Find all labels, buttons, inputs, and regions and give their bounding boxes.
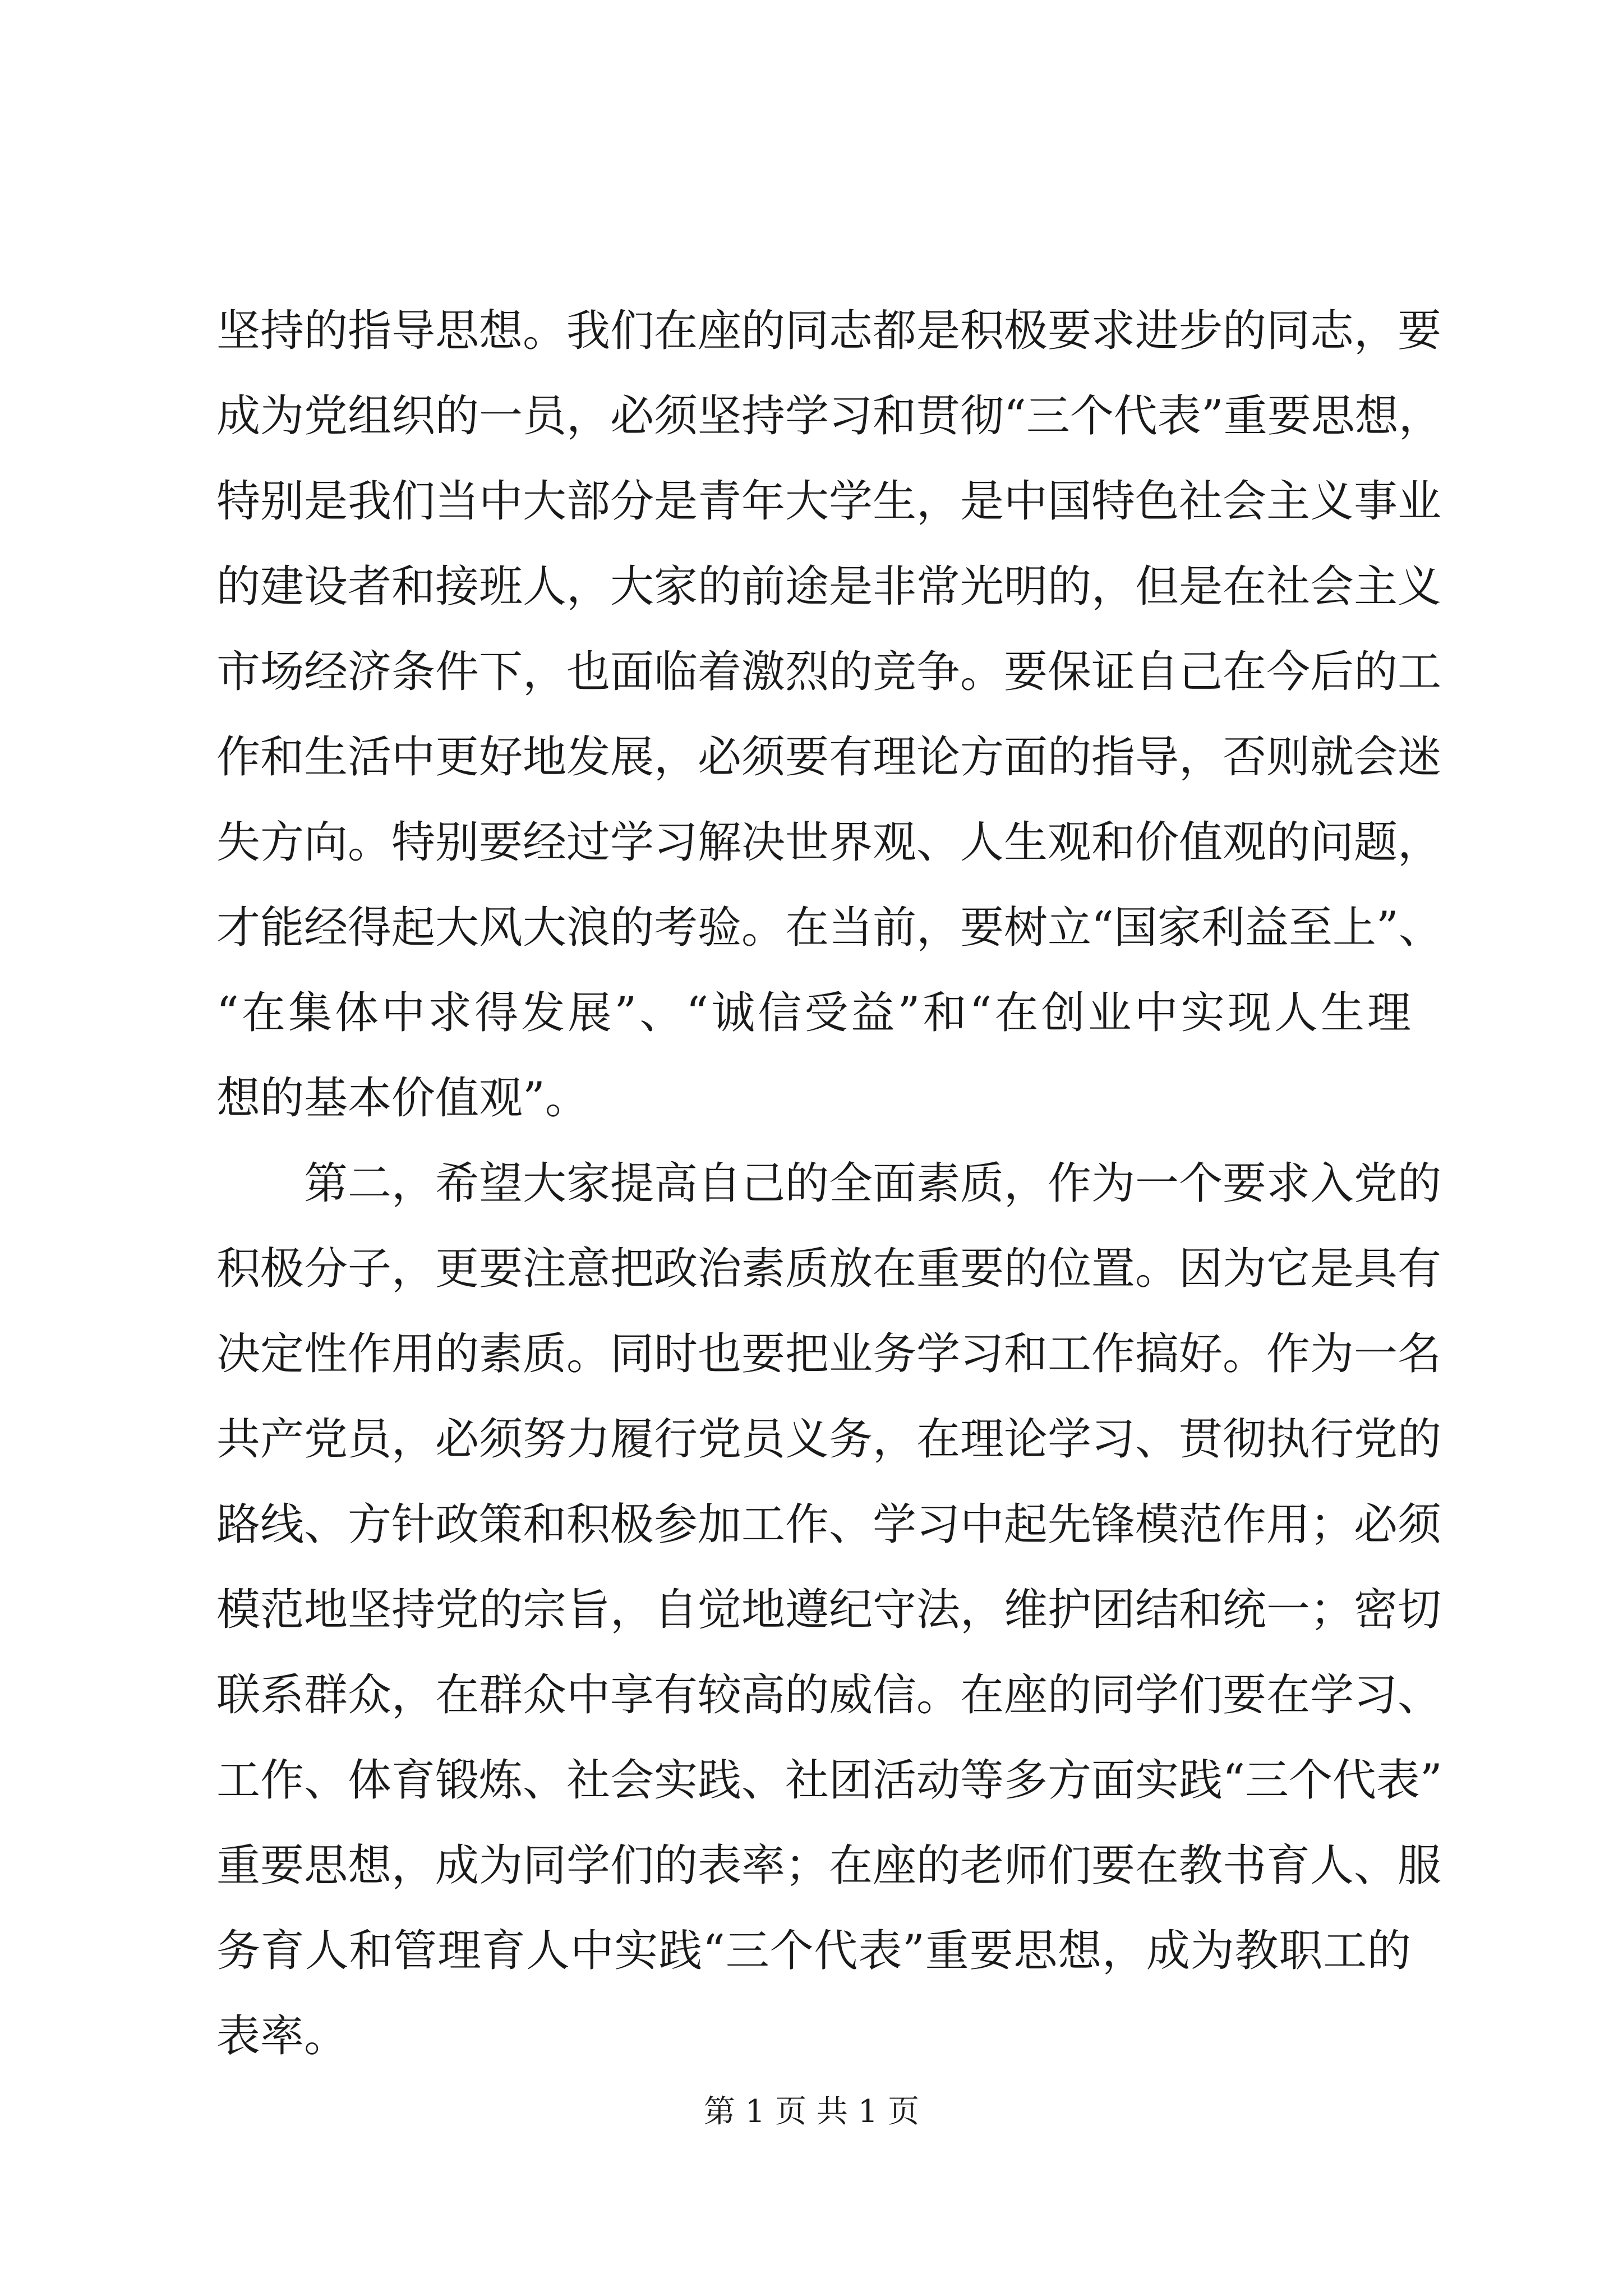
page-footer: 第 1 页 共 1 页	[703, 2093, 920, 2130]
text-line: 积极分子，更要注意把政治素质放在重要的位置。因为它是具有	[216, 1244, 1442, 1294]
text-line: 第二，希望大家提高自己的全面素质，作为一个要求入党的	[304, 1158, 1442, 1209]
text-line: 特别是我们当中大部分是青年大学生，是中国特色社会主义事业	[216, 476, 1442, 527]
text-line: “在集体中求得发展”、“诚信受益”和“在创业中实现人生理	[216, 988, 1411, 1038]
text-line: 路线、方针政策和积极参加工作、学习中起先锋模范作用；必须	[216, 1499, 1442, 1550]
text-line: 失方向。特别要经过学习解决世界观、人生观和价值观的问题，	[216, 817, 1442, 868]
text-line: 市场经济条件下，也面临着激烈的竞争。要保证自己在今后的工	[216, 647, 1442, 697]
text-line: 想的基本价值观”。	[216, 1073, 589, 1124]
text-line: 表率。	[216, 2011, 348, 2062]
text-line: 模范地坚持党的宗旨，自觉地遵纪守法，维护团结和统一；密切	[216, 1585, 1442, 1635]
text-line: 的建设者和接班人，大家的前途是非常光明的，但是在社会主义	[216, 562, 1442, 612]
text-line: 重要思想，成为同学们的表率；在座的老师们要在教书育人、服	[216, 1841, 1442, 1891]
text-line: 成为党组织的一员，必须坚持学习和贯彻“三个代表”重要思想，	[216, 391, 1442, 441]
text-line: 联系群众，在群众中享有较高的威信。在座的同学们要在学习、	[216, 1670, 1442, 1720]
text-line: 才能经得起大风大浪的考验。在当前，要树立“国家利益至上”、	[216, 903, 1442, 953]
text-line: 坚持的指导思想。我们在座的同志都是积极要求进步的同志，要	[216, 306, 1442, 356]
text-line: 作和生活中更好地发展，必须要有理论方面的指导，否则就会迷	[216, 732, 1442, 783]
text-line: 共产党员，必须努力履行党员义务，在理论学习、贯彻执行党的	[216, 1414, 1442, 1465]
text-line: 务育人和管理育人中实践“三个代表”重要思想，成为教职工的	[216, 1926, 1411, 1976]
text-line: 工作、体育锻炼、社会实践、社团活动等多方面实践“三个代表”	[216, 1755, 1442, 1806]
text-line: 决定性作用的素质。同时也要把业务学习和工作搞好。作为一名	[216, 1329, 1442, 1379]
